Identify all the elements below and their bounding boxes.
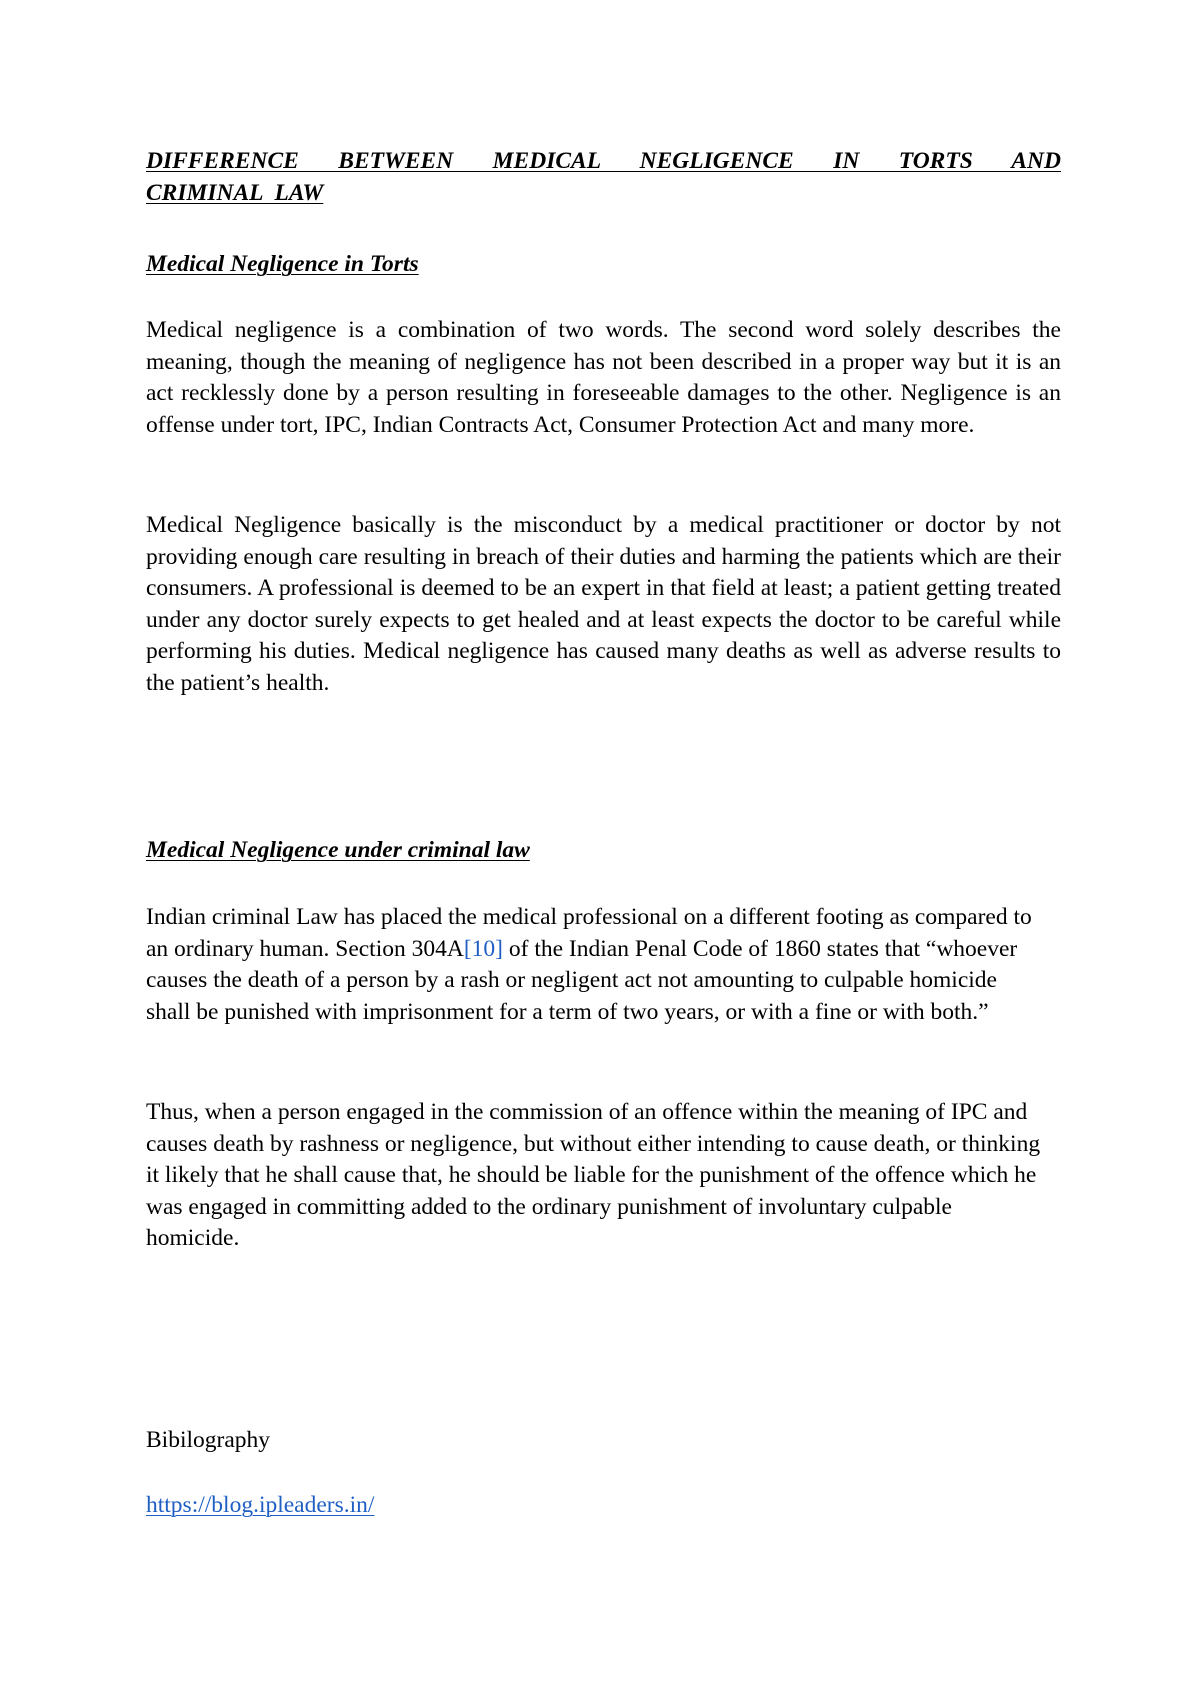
torts-paragraph-1: Medical negligence is a combination of two words. The second word solely describes the meaning, though the meaning of negligence has not been described in a proper way but it is an act recklessly done by a person resulting in foreseeable damages to the other. Negligence is an offense under tort, IPC, Indian Contracts Act, Consumer Protection Act and many more. [146,317,1061,438]
criminal-paragraph-1-text-start: Indian criminal Law has placed the medical professional on a different footing as compared to an ordinary human. Section 304A [146,904,1032,962]
torts-paragraph-2: Medical Negligence basically is the misconduct by a medical practitioner or doctor by not providing enough care resulting in breach of their duties and harming the patients which are their consumers. A professional is deemed to be an expert in that field at least; a patient getting treated under any doctor surely expects to get healed and at least expects the doctor to be careful while performing his duties. Medical negligence has caused many deaths as well as adverse results to the patient’s health. [146,512,1061,696]
criminal-paragraph-2: Thus, when a person engaged in the commission of an offence within the meaning of IPC and causes death by rashness or negligence, but without either intending to cause death, or thinking it likely that he shall cause that, he should be liable for the punishment of the offence which he was engaged in committing added to the ordinary punishment of involuntary culpable homicide. [146,1099,1041,1251]
document-title [146,146,1061,209]
bibliography-label: Bibilography [146,1427,271,1453]
title-line-1: DIFFERENCE BETWEEN MEDICAL NEGLIGENCE IN TORTS AND [146,148,1061,174]
bibliography-entry [146,1490,1061,1522]
footnote-reference-link[interactable]: [10] [463,935,503,962]
criminal-paragraph-1-text-end: of the Indian Penal Code of 1860 states that “whoever causes the death of a person by a rash or negligent act not amounting to culpable homicide shall be punished with imprisonment for a term of two years, or with a fine or with both.” [146,935,1018,1025]
torts-section-heading: Medical Negligence in Torts [146,251,419,277]
title-line-2: CRIMINAL LAW [146,179,324,206]
bibliography-url-link[interactable]: https://blog.ipleaders.in/ [146,1492,375,1518]
criminal-section-heading: Medical Negligence under criminal law [146,837,530,863]
criminal-paragraph-1 [146,902,1046,1028]
